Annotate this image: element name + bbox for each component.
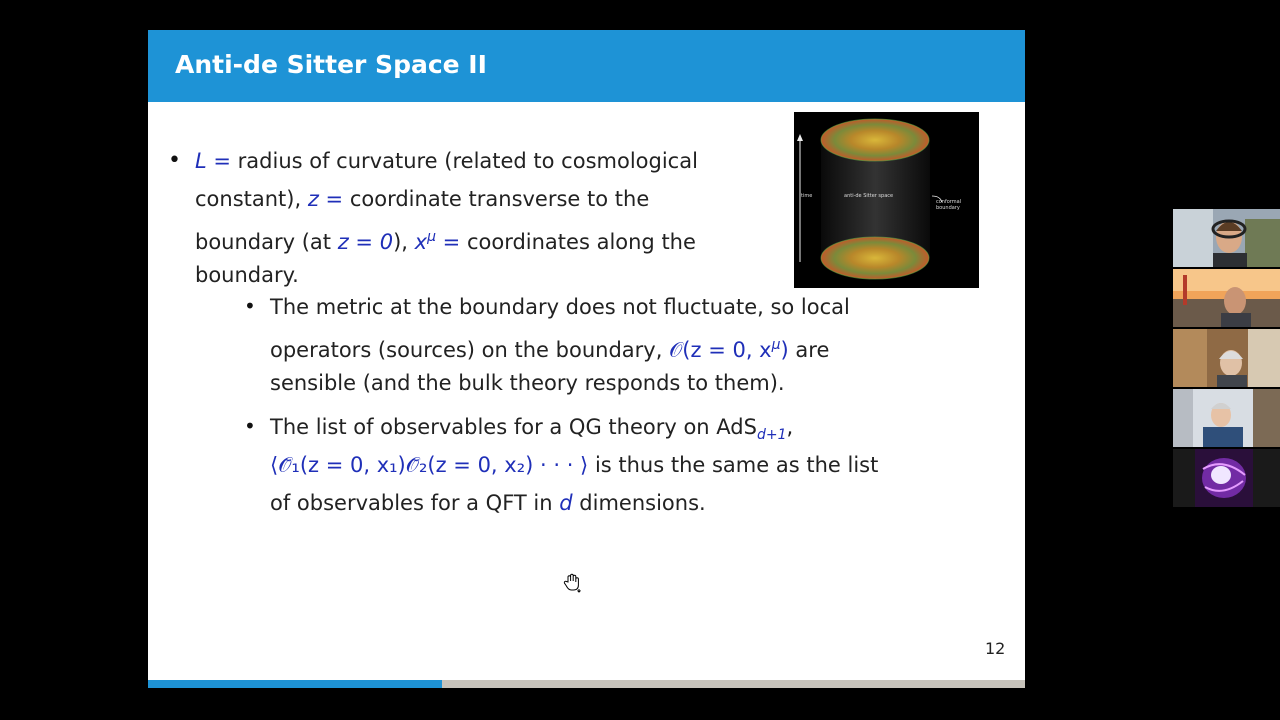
participant-video-strip bbox=[1173, 209, 1280, 510]
sub2-line2: ⟨𝒪̃₁(z = 0, x₁)𝒪̃₂(z = 0, x₂) · · · ⟩ is thus the same as the list bbox=[270, 453, 879, 477]
participant-video-tile[interactable] bbox=[1173, 389, 1280, 447]
bullet1-line3: boundary (at z = 0), $x^\mu$ = coordinates along the bbox=[195, 229, 696, 254]
eq-correlator: ⟨𝒪̃₁(z = 0, x₁)𝒪̃₂(z = 0, x₂) · · · ⟩ bbox=[270, 453, 589, 477]
eq-z: z = bbox=[307, 187, 344, 211]
eq-z-zero: z = 0 bbox=[337, 230, 394, 254]
slide-progress-track bbox=[148, 680, 1025, 688]
slide-progress-fill bbox=[148, 680, 442, 688]
sub1-line2: operators (sources) on the boundary, 𝒪(z = 0, $x^\mu$) are bbox=[270, 337, 830, 362]
bullet1-line1: L = radius of curvature (related to cosmological bbox=[195, 149, 698, 173]
sub2-line1: The list of observables for a QG theory on AdS$_{d+1}$, bbox=[270, 415, 794, 444]
sub-bullet-dot: • bbox=[244, 414, 256, 438]
page-number: 12 bbox=[985, 639, 1006, 658]
ads-cylinder-figure bbox=[794, 112, 979, 288]
presentation-slide bbox=[148, 30, 1025, 688]
figure-center-label: anti-de Sitter space bbox=[844, 193, 894, 199]
participant-video-tile[interactable] bbox=[1173, 449, 1280, 507]
participant-video-tile[interactable] bbox=[1173, 329, 1280, 387]
bullet1-line2: constant), z = coordinate transverse to the bbox=[195, 187, 650, 211]
bullet1-line4: boundary. bbox=[195, 263, 299, 287]
slide-header-bar bbox=[148, 30, 1025, 102]
participant-video-tile[interactable] bbox=[1173, 209, 1280, 267]
slide-title: Anti-de Sitter Space II bbox=[175, 50, 487, 79]
sub1-line3: sensible (and the bulk theory responds to them). bbox=[270, 371, 785, 395]
figure-time-label: time bbox=[801, 193, 813, 199]
figure-boundary-label: conformal boundary bbox=[936, 199, 962, 211]
sub-bullet-dot: • bbox=[244, 294, 256, 318]
eq-x-mu: $x^\mu$ = bbox=[414, 229, 461, 254]
sub1-line1: The metric at the boundary does not fluctuate, so local bbox=[270, 295, 850, 319]
sub2-line3: of observables for a QFT in d dimensions. bbox=[270, 491, 706, 515]
eq-operator: 𝒪(z = 0, $x^\mu$) bbox=[669, 337, 789, 362]
eq-L: L = bbox=[195, 149, 231, 173]
participant-video-tile[interactable] bbox=[1173, 269, 1280, 327]
hand-cursor-icon bbox=[562, 572, 584, 598]
bullet-dot: • bbox=[168, 148, 181, 173]
eq-d: d bbox=[559, 491, 573, 515]
